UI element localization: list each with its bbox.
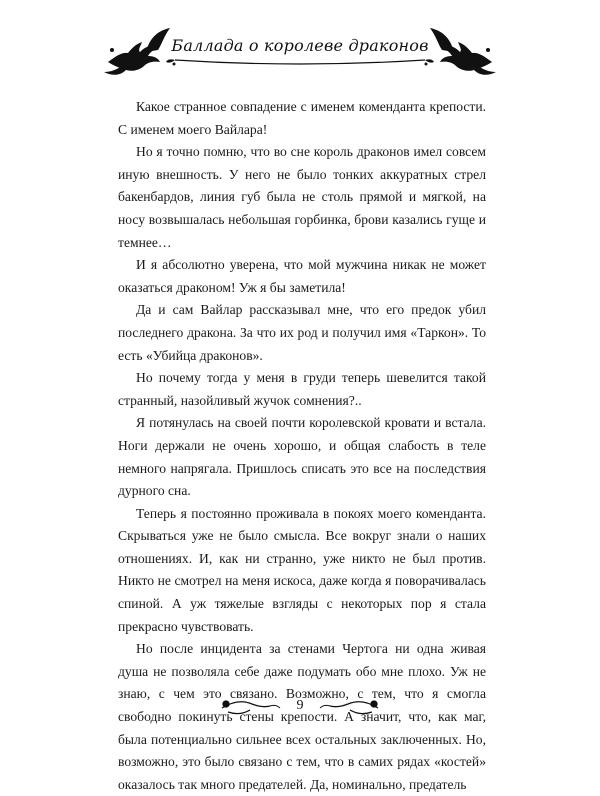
book-title: Баллада о королеве драконов xyxy=(171,36,429,55)
page-footer xyxy=(0,686,600,726)
paragraph: И я абсолютно уверена, что мой мужчина никак не может оказаться драконом! Уж я бы заметила! xyxy=(118,257,486,295)
page-number: 9 xyxy=(296,698,304,713)
paragraph: Теперь я постоянно проживала в покоях моего коменданта. Скрываться уже не было смысла. Все вокруг знали о наших отношениях. И, как ни странно, уже никто не был против. Никто не смотрел на меня искоса, даже когда я поворачивалась спиной. А уж тяжелые взгляды с некоторых пор я стала прекрасно чувствовать. xyxy=(118,505,486,634)
paragraph: Я потянулась на своей почти королевской кровати и встала. Ноги держали не очень хорошо, и общая слабость в теле немного напрягала. Пришлось списать это все на последствия дурного сна. xyxy=(118,415,486,499)
paragraph: Но после инцидента за стенами Чертога ни одна живая душа не позволяла себе даже подумать обо мне плохо. Уж не знаю, с чем это связано. Возможно, с тем, что я смогла свободно покинуть стены крепости. А значит, что, как маг, была потенциально сильнее всех остальных заключенных. Но, возможно, это было связано с тем, что в самих рядах «костей» оказалось так много предателей. Да, номинально, предатель xyxy=(118,641,486,792)
paragraph: Какое странное совпадение с именем коменданта крепости. С именем моего Вайлара! xyxy=(118,99,486,137)
paragraph: Но я точно помню, что во сне король драконов имел совсем иную внешность. У него не было тонких аккуратных стрел бакенбардов, линия губ была не столь прямой и мягкой, на носу возвышалась небольшая горбинка, брови казались гуще и темнее… xyxy=(118,144,486,250)
running-header xyxy=(0,22,600,78)
paragraph: Но почему тогда у меня в груди теперь шевелится такой странный, назойливый жучок сомнения?.. xyxy=(118,370,486,408)
paragraph: Да и сам Вайлар рассказывал мне, что его предок убил последнего дракона. За что их род и получил имя «Таркон». То есть «Убийца драконов». xyxy=(118,302,486,363)
header-rule xyxy=(175,60,425,64)
